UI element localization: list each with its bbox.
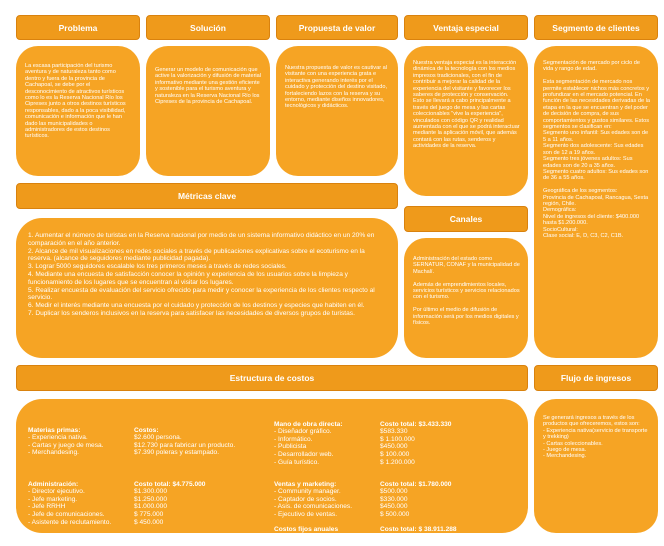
segmento-text: Segmentación de mercado por ciclo de vida y rango de edad. Esta segmentación de mercado nos permite establecer nichos más concretos y profundizar en el mercado potencial. En función de las necesidades derivadas de la etapa en la que se encuentran y del poder de decisión de compra, de sus comportamientos y gustos similares. Estos segmentos se clasifican en: Segmento uno infantil: Sus edades son de 5 a 11 años. Segmento dos adolescente: Sus edades son de 12 a 19 años. Segmento tres jóvenes adultos: Sus edades son de 20 a 35 años. Segmento cuatro adultos: Sus edades son de 36 a 55 años. Geográfica de los segmentos: Provincia de Cachapoal, Rancagua, Sexta región, Chile. Demográfica: Nivel de ingresos del cliente: $400.000 hasta $1.200.000. SocioCultural: Clase social: E, D, C3, C2, C1B. [543,60,650,239]
materias-title: Materias primas: [28,426,81,434]
solucion-box [146,46,270,176]
ventaja-text: Nuestra ventaja especial es la interacción dinámica de la tecnología con los medios impresos tradicionales, con el fin de contribuir a mejorar la calidad de la experiencia del visitante y favorecer los saberes de protección y conservación. Esto se llevará a cabo principalmente a través del juego de mesa y las cartas coleccionables "vive la experiencia", vinculados con código QR y realidad aumentada con el que se podrá interactuar mediante la aplicación móvil, que además contará con las rutas, senderos y actividades de la reserva. [413,60,520,150]
admin-values: $1.300.000 $1.250.000 $1.000.000 $ 775.000 $ 450.000 [134,488,168,526]
ventas-total-block [380,473,520,533]
propuesta-box [276,46,398,176]
admin-items: - Director ejecutivo. - Jefe marketing. - Jefe RRHH - Jefe de comunicaciones. - Asistente de reclutamiento. [28,488,112,526]
ingresos-text: Se generará ingresos a través de los productos que ofreceremos, estos son: - Experiencia nativa(servicio de transporte y trekking) - Cartas coleccionables. - Juego de mesa. - Merchandesing. [543,415,648,460]
mano-total-block [380,413,520,474]
ventas-title: Ventas y marketing: [274,480,337,488]
materias-block [28,419,148,465]
header-costos: Estructura de costos [16,365,528,391]
header-segmento: Segmento de clientes [534,15,658,40]
costos-box [16,399,528,533]
metricas-box [16,218,398,358]
mano-items: - Diseñador gráfico. - Informático. - Publicista - Desarrollador web. - Guía turístico. [274,428,334,466]
header-canales: Canales [404,206,528,232]
fijos-total: Costo total: $ 38.911.288 [380,526,457,533]
segmento-box [534,46,658,358]
admin-block [28,473,148,533]
admin-total: Costo total: $4.775.000 [134,480,206,488]
materias-items: - Experiencia nativa. - Cartas y juego de mesa. - Merchandesing. [28,434,104,457]
ventas-items: - Community manager. - Captador de socios. - Asis. de comunicaciones. - Ejecutivo de ventas. [274,488,353,518]
mano-total: Costo total: $3.433.330 [380,420,452,428]
header-solucion: Solución [146,15,270,40]
problema-box [16,46,140,176]
ventas-values: $500.000 $330.000 $450.000 $ 500.000 [380,488,410,518]
costos-block [134,419,284,465]
header-problema: Problema [16,15,140,40]
ventas-block [274,473,384,533]
solucion-text: Generar un modelo de comunicación que active la valorización y difusión de material informativo mediante una gestión eficiente y sostenible para el turismo aventura y naturaleza en la Reserva Nacional Río los Cipreses de la provincia de Cachapoal. [155,67,262,106]
mano-block [274,413,384,474]
mano-values: $583.330 $ 1.100.000 $450.000 $ 100.000 $ 1.200.000 [380,428,415,466]
admin-title: Administración: [28,480,79,488]
header-propuesta: Propuesta de valor [276,15,398,40]
propuesta-text: Nuestra propuesta de valor es cautivar al visitante con una experiencia grata e interactiva generando interés por el cuidado y protección del destino visitado, fortaleciendo lazos con la reserva y su entorno, mediante diseños innovadores, tecnológicos y didácticos. [285,65,387,110]
header-ingresos: Flujo de ingresos [534,365,658,391]
header-metricas: Métricas clave [16,183,398,209]
problema-text: La escasa participación del turismo aventura y de naturaleza tanto como dentro y fuera de la provincia de Cachapoal, se debe por el desconocimiento de atractivos turísticos como lo es la Reserva Nacional Río los Cipreses junto a otros destinos turísticos responsables, dado a la poca visibilidad, comunicación e información que le han dado las municipalidades o administradores de estos destinos turísticos. [25,63,126,140]
costos-title: Costos: [134,426,159,434]
ventaja-box [404,46,528,196]
mano-title: Mano de obra directa: [274,420,343,428]
header-ventaja: Ventaja especial [404,15,528,40]
admin-total-block [134,473,274,533]
costos-items: $2.600 persona. $12.730 para fabricar un producto. $7.390 poleras y estampado. [134,434,236,457]
metricas-text: 1. Aumentar el número de turistas en la Reserva nacional por medio de un sistema informativo didáctico en un 20% en comparación en el año anterior. 2. Alcance de mil visualizaciones en redes sociales a través de publicaciones explicativas sobre el ecoturismo en la reserva. (alcance de seguidores mediante publicidad pagada). 3. Lograr 5000 seguidores escalable los tres primeros meses a través de redes sociales. 4. Mediante una encuesta de satisfacción conocer la opinión y experiencia de los usuarios sobre la limpieza y funcionamiento de los lugares que se encuentran al visitar los lugares. 5. Realizar encuesta de evaluación del servicio ofrecido para medir y conocer la experiencia de los clientes respecto al servicio. 6. Medir el interés mediante una encuesta por el cuidado y protección de los destinos y especies que habiten en él. 7. Duplicar los senderos inclusivos en la reserva para satisfacer las necesidades de diversos grupos de turistas. [28,232,375,317]
canales-text: Administración del estado como SERNATUR, CONAF y la municipalidad de Machalí. Además de emprendimientos locales, servicios turísticos y servicios relacionados con el turismo. Por último el medio de difusión de información será por los medios digitales y físicos. [413,256,520,327]
ingresos-box [534,399,658,533]
canales-box [404,238,528,358]
fijos-label: Costos fijos anuales [274,526,339,533]
ventas-total: Costo total: $1.780.000 [380,480,452,488]
